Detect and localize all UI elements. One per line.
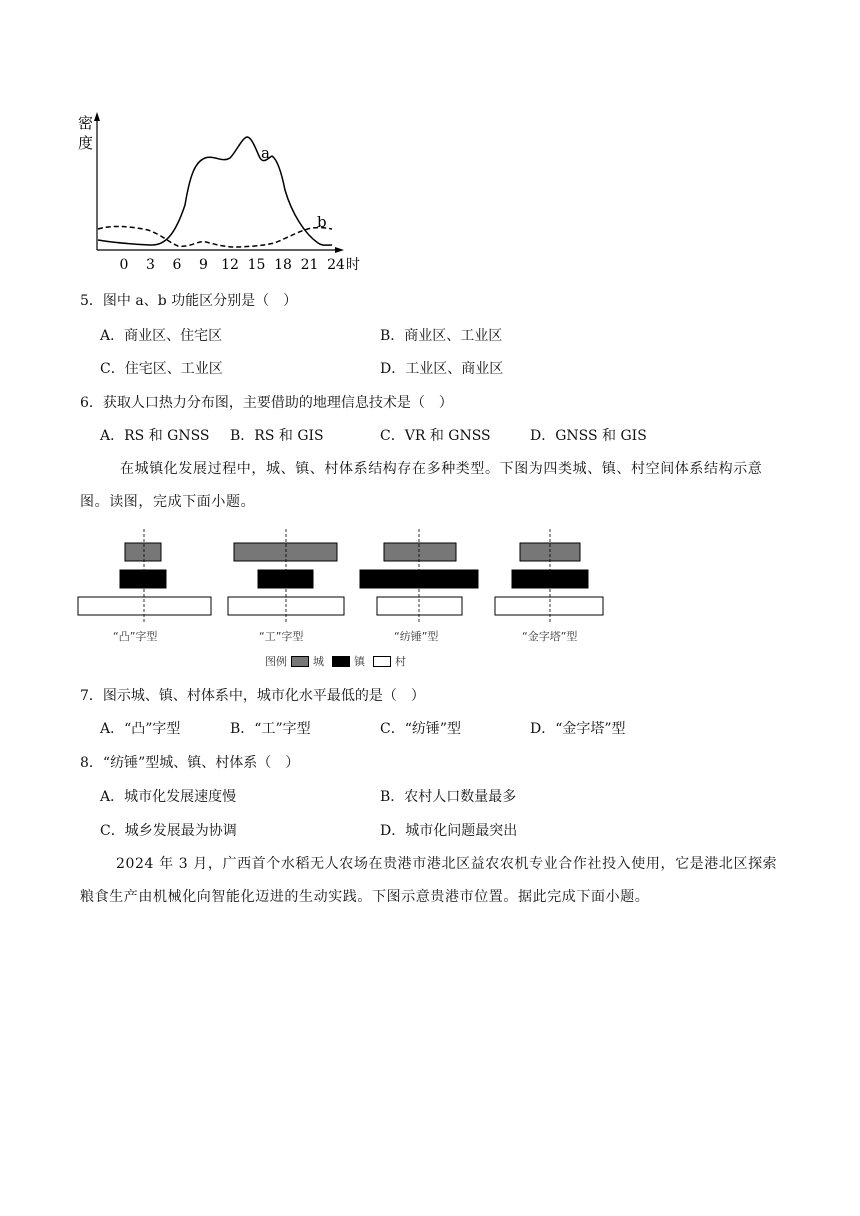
gong-town-bar	[258, 570, 313, 588]
legend	[265, 653, 406, 669]
spindle-shape	[360, 529, 478, 623]
q8-option-a[interactable]: A．城市化发展速度慢	[100, 789, 237, 805]
structure-diagram	[0, 525, 860, 625]
passage-1: 在城镇化发展过程中，城、镇、村体系结构存在多种类型。下图为四类城、镇、村空间体系结构示意图。读图，完成下面小题。	[80, 461, 763, 510]
curve-b-label: b	[317, 213, 327, 231]
y-label-2: 度	[78, 134, 94, 152]
legend-city-swatch	[291, 656, 309, 667]
type-label-tu: “凸”字型	[113, 630, 158, 643]
legend-town-label: 镇	[354, 655, 365, 668]
q7-option-a[interactable]: A．“凸”字型	[100, 721, 181, 737]
x-tick-label: 0	[119, 257, 129, 273]
x-tick-label: 15	[247, 257, 266, 273]
q8-option-b[interactable]: B．农村人口数量最多	[380, 789, 517, 805]
q5-option-b[interactable]: B．商业区、工业区	[380, 328, 503, 344]
tu-village-bar	[78, 597, 211, 615]
q5-option-a[interactable]: A．商业区、住宅区	[100, 328, 223, 344]
q6-option-a[interactable]: A．RS 和 GNSS	[100, 428, 210, 444]
tu-town-bar	[120, 570, 166, 588]
legend-village-label: 村	[395, 655, 406, 668]
q6-option-b[interactable]: B．RS 和 GIS	[230, 428, 324, 444]
q8-option-d[interactable]: D．城市化问题最突出	[380, 823, 518, 839]
x-unit: 时	[346, 257, 360, 273]
x-tick-label: 6	[172, 257, 182, 273]
tu-shape	[78, 529, 211, 623]
curve-a	[98, 137, 332, 245]
x-axis-arrow	[335, 247, 344, 253]
type-label-gong: “工”字型	[259, 630, 304, 643]
type-label-pyramid: “金字塔”型	[522, 630, 578, 643]
gong-city-bar	[234, 543, 337, 561]
q7-option-d[interactable]: D．“金字塔”型	[530, 721, 626, 737]
q7-option-c[interactable]: C．“纺锤”型	[380, 721, 462, 737]
x-tick-label: 9	[199, 257, 208, 273]
x-tick-label: 21	[300, 257, 319, 273]
spindle-city-bar	[384, 543, 456, 561]
gong-shape	[228, 529, 344, 623]
q6-option-c[interactable]: C．VR 和 GNSS	[380, 428, 491, 444]
q5-option-d[interactable]: D．工业区、商业区	[380, 361, 504, 377]
q6-stem: 6．获取人口热力分布图，主要借助的地理信息技术是（ ）	[80, 395, 453, 411]
q7-stem: 7．图示城、镇、村体系中，城市化水平最低的是（ ）	[80, 688, 425, 704]
density-chart	[0, 0, 860, 290]
q5-option-c[interactable]: C．住宅区、工业区	[100, 361, 223, 377]
legend-town-swatch	[332, 656, 350, 667]
y-axis-arrow	[94, 112, 100, 121]
q8-stem: 8．“纺锤”型城、镇、村体系（ ）	[80, 755, 300, 771]
q6-option-d[interactable]: D．GNSS 和 GIS	[530, 428, 647, 444]
tu-city-bar	[125, 543, 161, 561]
x-tick-label: 3	[146, 257, 155, 273]
curve-a-label: a	[261, 144, 270, 162]
pyramid-village-bar	[495, 597, 603, 615]
x-tick-label: 24	[327, 257, 345, 273]
q8-option-c[interactable]: C．城乡发展最为协调	[100, 823, 237, 839]
x-tick-label: 18	[274, 257, 292, 273]
legend-city-label: 城	[313, 655, 324, 668]
legend-village-swatch	[373, 656, 391, 667]
y-label-1: 密	[78, 114, 94, 132]
type-label-spindle: “纺锤”型	[394, 630, 439, 643]
pyramid-shape	[495, 529, 603, 623]
q7-option-b[interactable]: B．“工”字型	[230, 721, 311, 737]
passage-2: 2024 年 3 月，广西首个水稻无人农场在贵港市港北区益农农机专业合作社投入使用，它是港北区探索粮食生产由机械化向智能化迈进的生动实践。下图示意贵港市位置。据此完成下面小题。	[80, 856, 778, 905]
spindle-village-bar	[377, 597, 462, 615]
q5-stem: 5．图中 a、b 功能区分别是（ ）	[80, 293, 298, 309]
x-tick-label: 12	[221, 257, 239, 273]
legend-title: 图例	[265, 655, 287, 668]
